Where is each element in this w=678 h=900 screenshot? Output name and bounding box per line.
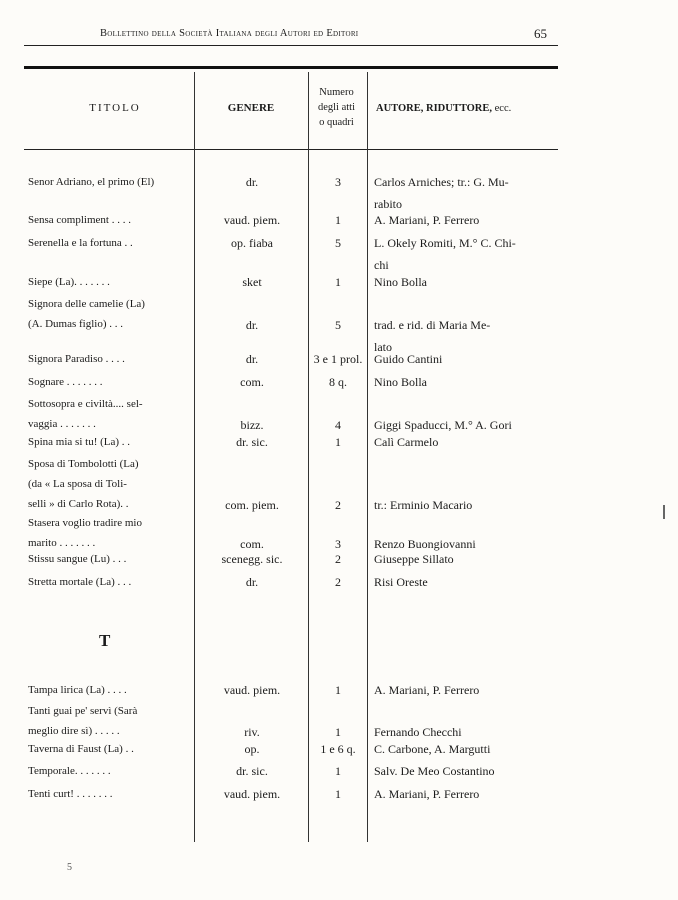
numero-line-3: o quadri [319, 117, 354, 128]
column-header-genere: GENERE [227, 102, 275, 114]
entry-title-line: (da « La sposa di Toli- [28, 478, 127, 490]
autore-ecc: ecc. [494, 103, 512, 114]
entry-genre: dr. [245, 175, 259, 189]
entry-title-line: vaggia . . . . . . . [28, 418, 96, 430]
column-divider-3 [367, 72, 368, 842]
entry-acts: 8 q. [329, 375, 347, 389]
entry-genre: scenegg. sic. [221, 552, 283, 566]
entry-genre: dr. [245, 575, 259, 589]
entry-title [28, 394, 194, 434]
column-header-titolo: TITOLO [89, 102, 141, 114]
entry-author-line: Giggi Spaducci, M.° A. Gori [374, 418, 512, 432]
entry-title-line: Stretta mortale (La) . . . [28, 576, 132, 588]
entry-acts: 2 [335, 552, 341, 566]
entry-title [28, 232, 194, 254]
entry-title-line: Sottosopra e civiltà.... sel- [28, 398, 143, 410]
entry-author-line: Risi Oreste [374, 575, 428, 589]
entry-acts: 1 [335, 435, 341, 449]
entry-title-line: Tampa lirica (La) . . . . [28, 684, 127, 696]
entry-title-line: Siepe (La). . . . . . . [28, 276, 110, 288]
entry-title [28, 679, 194, 701]
entry-title [28, 548, 194, 570]
entry-author-line: chi [374, 258, 389, 272]
entry-author-line: L. Okely Romiti, M.° C. Chi- [374, 236, 516, 250]
entry-author [374, 494, 558, 516]
entry-title-line: Sognare . . . . . . . [28, 376, 103, 388]
entry-acts: 1 [335, 787, 341, 801]
entry-title [28, 348, 194, 370]
entry-genre: sket [242, 275, 262, 289]
numero-line-1: Numero [319, 87, 354, 98]
entry-title-line: Stissu sangue (Lu) . . . [28, 553, 127, 565]
entry-genre: dr. [245, 318, 259, 332]
entry-author-line: trad. e rid. di Maria Me- [374, 318, 491, 332]
entry-author-line: A. Mariani, P. Ferrero [374, 213, 480, 227]
entry-title [28, 371, 194, 393]
entry-title [28, 271, 194, 293]
entry-author-line: Fernando Checchi [374, 725, 462, 739]
entry-title [28, 209, 194, 231]
entry-title-line: Taverna di Faust (La) . . [28, 743, 134, 755]
entry-genre: dr. sic. [236, 435, 268, 449]
entry-acts: 1 [335, 275, 341, 289]
entry-genre: dr. [245, 352, 259, 366]
entry-author-line: Carlos Arniches; tr.: G. Mu- [374, 175, 509, 189]
entry-author [374, 371, 558, 393]
entry-genre: vaud. piem. [223, 683, 281, 697]
entry-author [374, 271, 558, 293]
entry-title [28, 171, 194, 193]
table-top-rule [24, 66, 558, 69]
entry-genre: vaud. piem. [223, 787, 281, 801]
entry-author-line: lato [374, 340, 392, 354]
entry-title-line: Signora Paradiso . . . . [28, 353, 125, 365]
entry-title [28, 454, 194, 514]
entry-acts: 1 [335, 725, 341, 739]
entry-genre: com. [240, 375, 264, 389]
entry-title-line: Temporale. . . . . . . [28, 765, 111, 777]
page-number: 65 [534, 26, 547, 41]
entry-title-line: Serenella e la fortuna . . [28, 237, 133, 249]
entry-author [374, 783, 558, 805]
column-header-numero [309, 85, 364, 130]
entry-acts: 2 [335, 498, 341, 512]
entry-title-line: Sensa compliment . . . . [28, 214, 131, 226]
entry-title-line: selli » di Carlo Rota). . [28, 498, 129, 510]
entry-acts: 1 [335, 683, 341, 697]
autore-label: AUTORE, RIDUTTORE, [376, 103, 493, 114]
entry-title [28, 431, 194, 453]
entry-acts: 2 [335, 575, 341, 589]
entry-author-line: rabito [374, 197, 402, 211]
entry-genre: bizz. [240, 418, 264, 432]
entry-title-line: Sposa di Tombolotti (La) [28, 458, 139, 470]
entry-title [28, 571, 194, 593]
entry-title [28, 701, 194, 741]
entry-title-line: Tanti guai pe' servì (Sarà [28, 705, 138, 717]
entry-acts: 3 [335, 175, 341, 189]
entry-acts: 3 [335, 537, 341, 551]
entry-genre: riv. [244, 725, 260, 739]
entry-genre: op. [244, 742, 260, 756]
entry-author-line: Salv. De Meo Costantino [374, 764, 495, 778]
entry-acts: 1 [335, 764, 341, 778]
entry-title-line: (A. Dumas figlio) . . . [28, 318, 124, 330]
entry-author-line: Calì Carmelo [374, 435, 439, 449]
entry-author-line: Giuseppe Sillato [374, 552, 454, 566]
running-head: Bollettino della Società Italiana degli Autori ed Editori [100, 28, 359, 39]
section-letter: T [99, 631, 111, 650]
entry-author-line: Renzo Buongiovanni [374, 537, 476, 551]
entry-author-line: A. Mariani, P. Ferrero [374, 683, 480, 697]
entry-title [28, 783, 194, 805]
entry-genre: op. fiaba [231, 236, 273, 250]
entry-title-line: Spina mia si tu! (La) . . [28, 436, 131, 448]
entry-author-line: Nino Bolla [374, 275, 427, 289]
entry-author-line: Guido Cantini [374, 352, 443, 366]
entry-acts: 3 e 1 prol. [313, 352, 363, 366]
column-header-rule [24, 149, 558, 150]
entry-author [374, 548, 558, 570]
entry-author-line: Nino Bolla [374, 375, 427, 389]
entry-title-line: Stasera voglio tradire mio [28, 517, 142, 529]
entry-genre: vaud. piem. [223, 213, 281, 227]
entry-author [374, 348, 558, 370]
entry-author-line: A. Mariani, P. Ferrero [374, 787, 480, 801]
entry-title-line: meglio dire sì) . . . . . [28, 725, 120, 737]
entry-title-line: marito . . . . . . . [28, 537, 96, 549]
entry-title-line: Senor Adriano, el primo (El) [28, 176, 155, 188]
entry-author [374, 679, 558, 701]
margin-mark [663, 505, 665, 519]
entry-author-line: tr.: Erminio Macario [374, 498, 473, 512]
entry-genre: dr. sic. [236, 764, 268, 778]
entry-genre: com. [240, 537, 264, 551]
entry-author [374, 209, 558, 231]
footer-mark: 5 [67, 862, 72, 873]
entry-title-line: Signora delle camelie (La) [28, 298, 145, 310]
entry-acts: 1 e 6 q. [320, 742, 356, 756]
entry-title [28, 294, 194, 334]
entry-title [28, 513, 194, 553]
entry-title [28, 760, 194, 782]
entry-author [374, 232, 558, 276]
entry-genre: com. piem. [225, 498, 279, 512]
entry-acts: 5 [335, 318, 341, 332]
entry-author [374, 431, 558, 453]
entry-title [28, 738, 194, 760]
column-divider-1 [194, 72, 195, 842]
column-header-autore [370, 101, 561, 116]
entry-author [374, 738, 558, 760]
entry-acts: 4 [335, 418, 341, 432]
header-rule [24, 45, 558, 46]
entry-title-line: Tenti curt! . . . . . . . [28, 788, 113, 800]
entry-author [374, 571, 558, 593]
numero-line-2: degli atti [317, 102, 356, 113]
entry-acts: 1 [335, 213, 341, 227]
entry-author [374, 760, 558, 782]
entry-author-line: C. Carbone, A. Margutti [374, 742, 491, 756]
entry-acts: 5 [335, 236, 341, 250]
